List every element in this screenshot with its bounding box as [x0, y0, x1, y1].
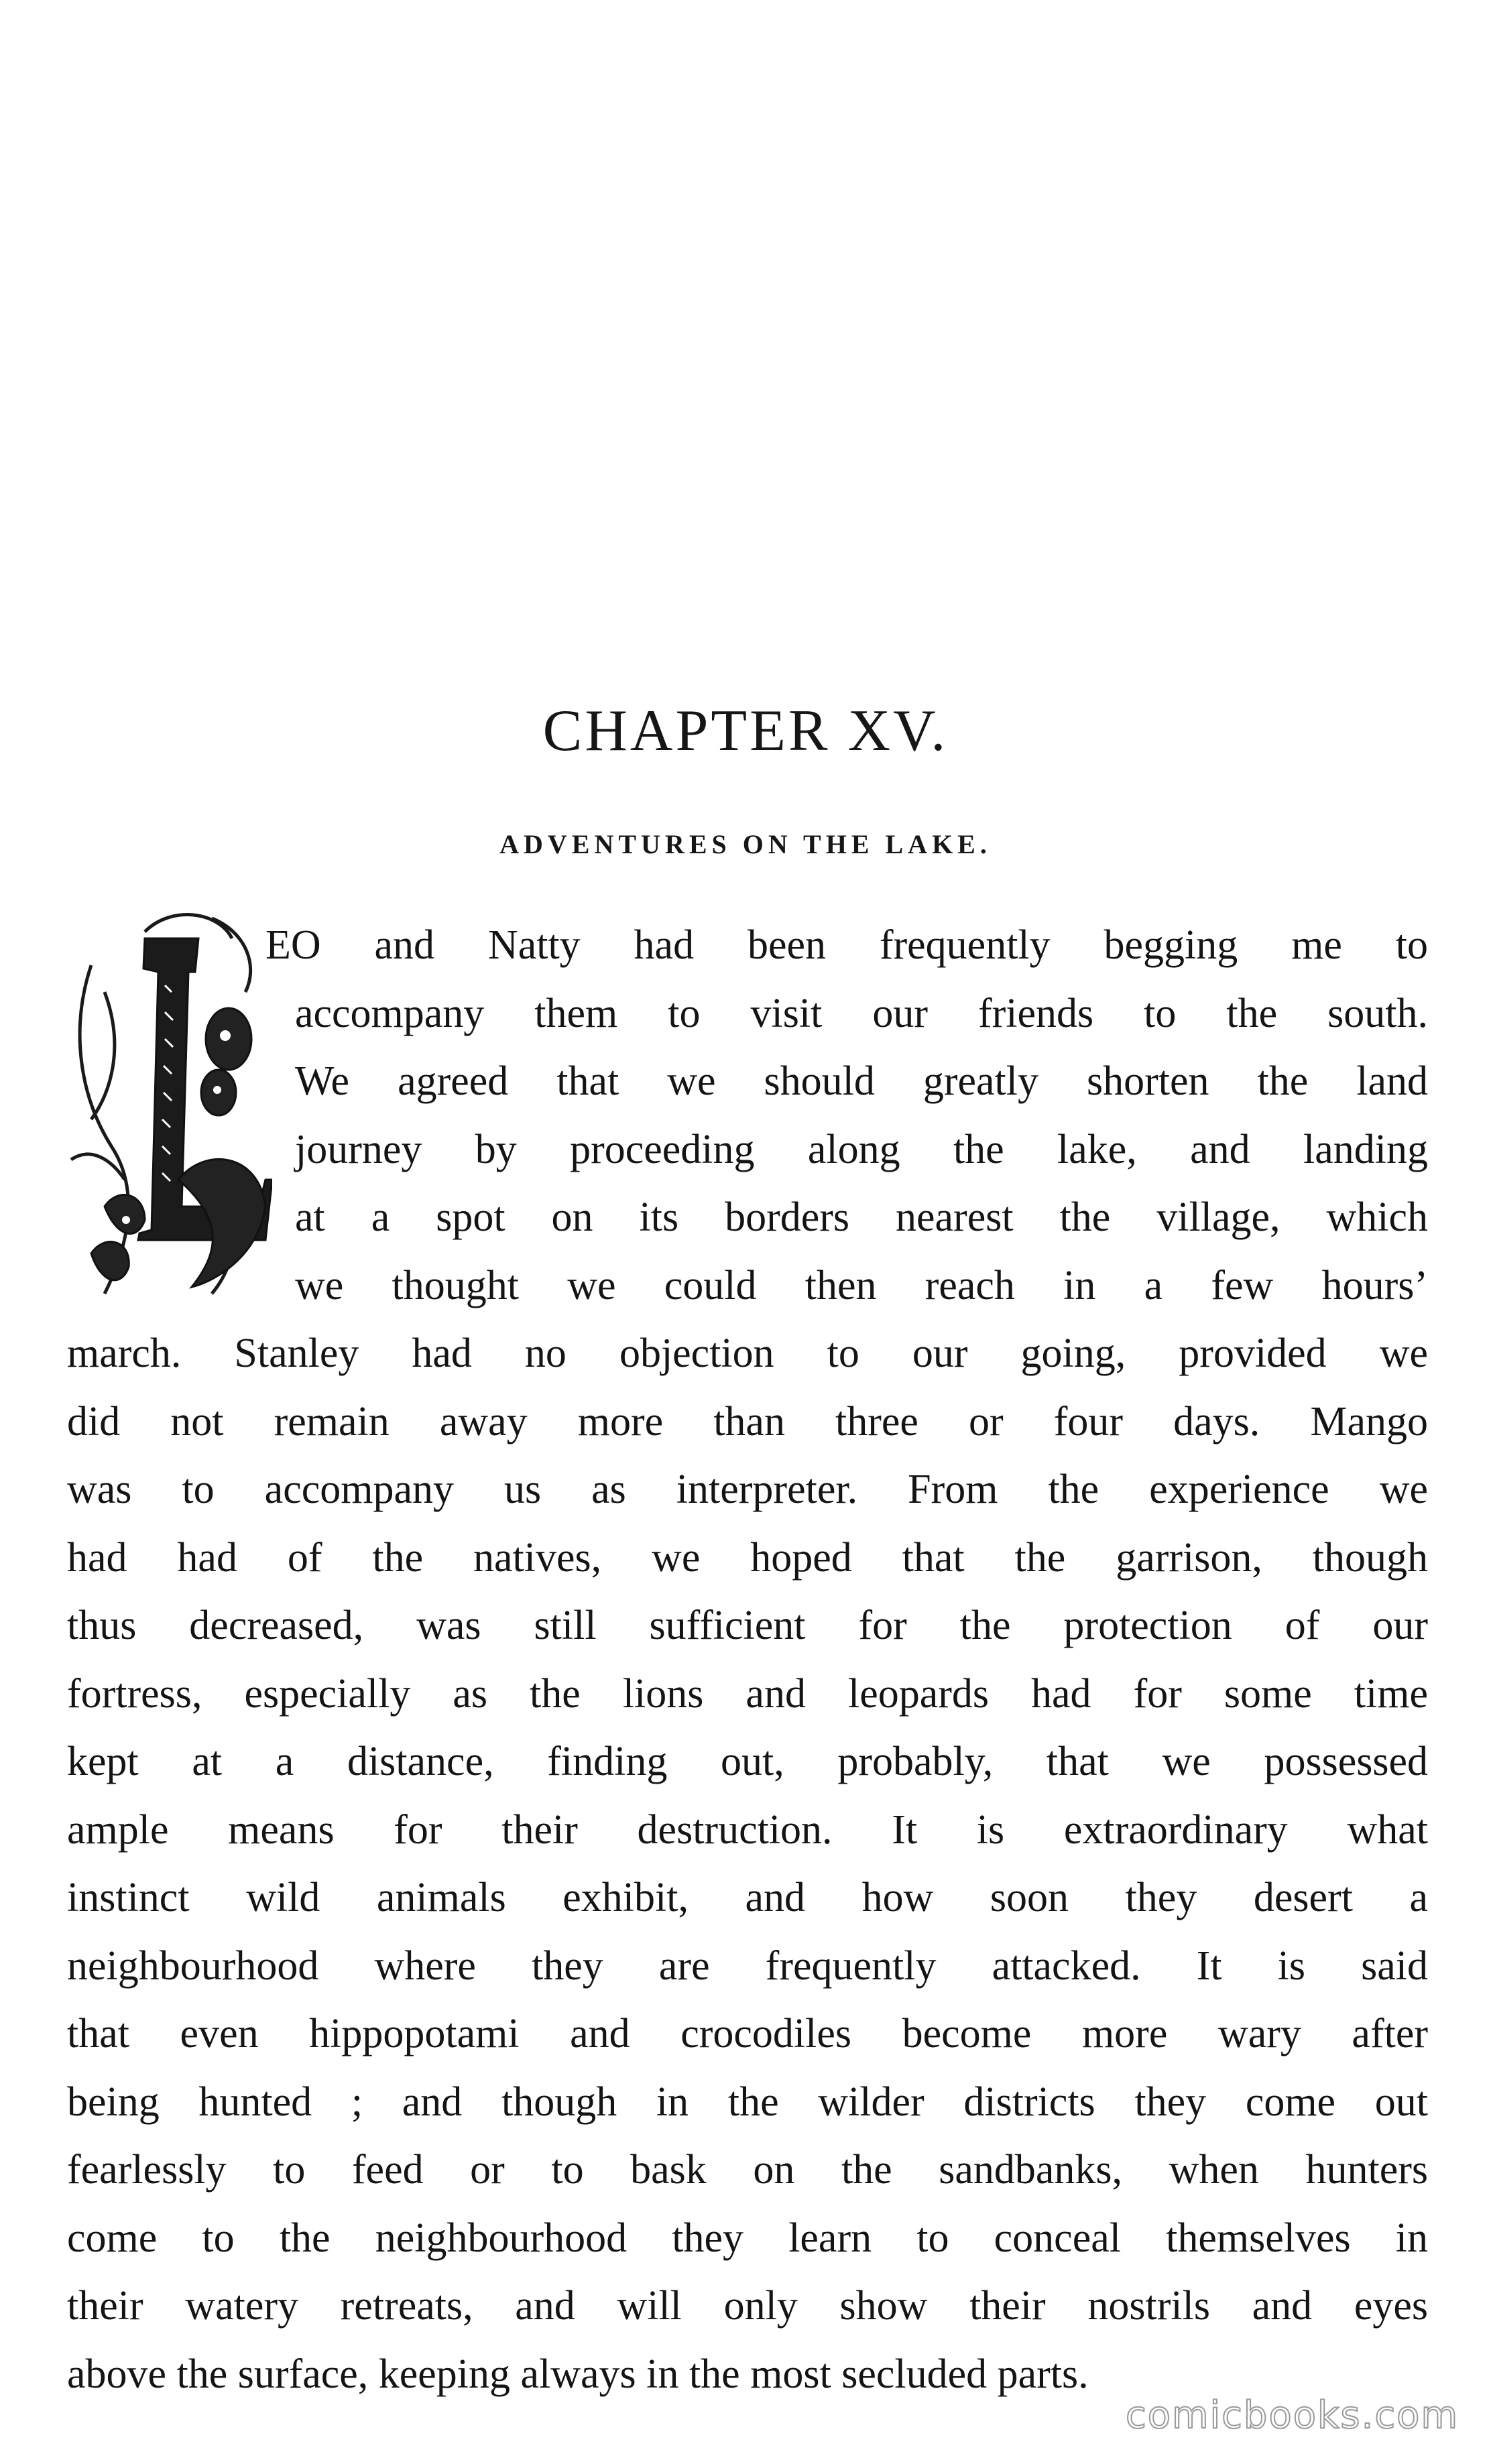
text-line: kept at a distance, finding out, probably, that we possessed — [67, 1739, 1428, 1784]
body-text — [67, 912, 1428, 2408]
text-line: neighbourhood where they are frequently attacked. It is said — [67, 1943, 1428, 1989]
text-line: did not remain away more than three or four days. Mango — [67, 1398, 1428, 1444]
text-line: being hunted ; and though in the wilder districts they come out — [67, 2079, 1428, 2125]
text-line: their watery retreats, and will only show their nostrils and eyes — [67, 2283, 1428, 2329]
text-line: accompany them to visit our friends to the south. — [295, 990, 1428, 1036]
text-line: fortress, especially as the lions and leopards had for some time — [67, 1670, 1428, 1717]
text-line: we thought we could then reach in a few hours’ — [295, 1262, 1428, 1308]
text-line: journey by proceeding along the lake, and landing — [295, 1126, 1428, 1172]
text-line: come to the neighbourhood they learn to conceal themselves in — [67, 2215, 1428, 2261]
text-line: thus decreased, was still sufficient for the protection of our — [67, 1603, 1428, 1648]
text-line: fearlessly to feed or to bask on the sandbanks, when hunters — [67, 2147, 1428, 2193]
text-line: EO and Natty had been frequently begging me to — [265, 922, 1428, 968]
text-line: ample means for their destruction. It is extraordinary what — [67, 1806, 1428, 1853]
watermark-logo: comicbooks.com — [1125, 2394, 1459, 2437]
text-line: was to accompany us as interpreter. From the experience we — [67, 1467, 1428, 1512]
chapter-subtitle: ADVENTURES ON THE LAKE. — [499, 829, 992, 859]
text-line: We agreed that we should greatly shorten the land — [295, 1058, 1428, 1104]
text-line: instinct wild animals exhibit, and how soon they desert a — [67, 1875, 1428, 1920]
chapter-title: CHAPTER XV. — [542, 698, 949, 763]
text-line: at a spot on its borders nearest the village, which — [295, 1194, 1428, 1240]
text-line: had had of the natives, we hoped that the garrison, though — [67, 1534, 1428, 1581]
text-line: above the surface, keeping always in the most secluded parts. — [67, 2351, 1089, 2397]
text-line: that even hippopotami and crocodiles become more wary after — [67, 2011, 1428, 2056]
text-line: march. Stanley had no objection to our going, provided we — [67, 1331, 1428, 1376]
